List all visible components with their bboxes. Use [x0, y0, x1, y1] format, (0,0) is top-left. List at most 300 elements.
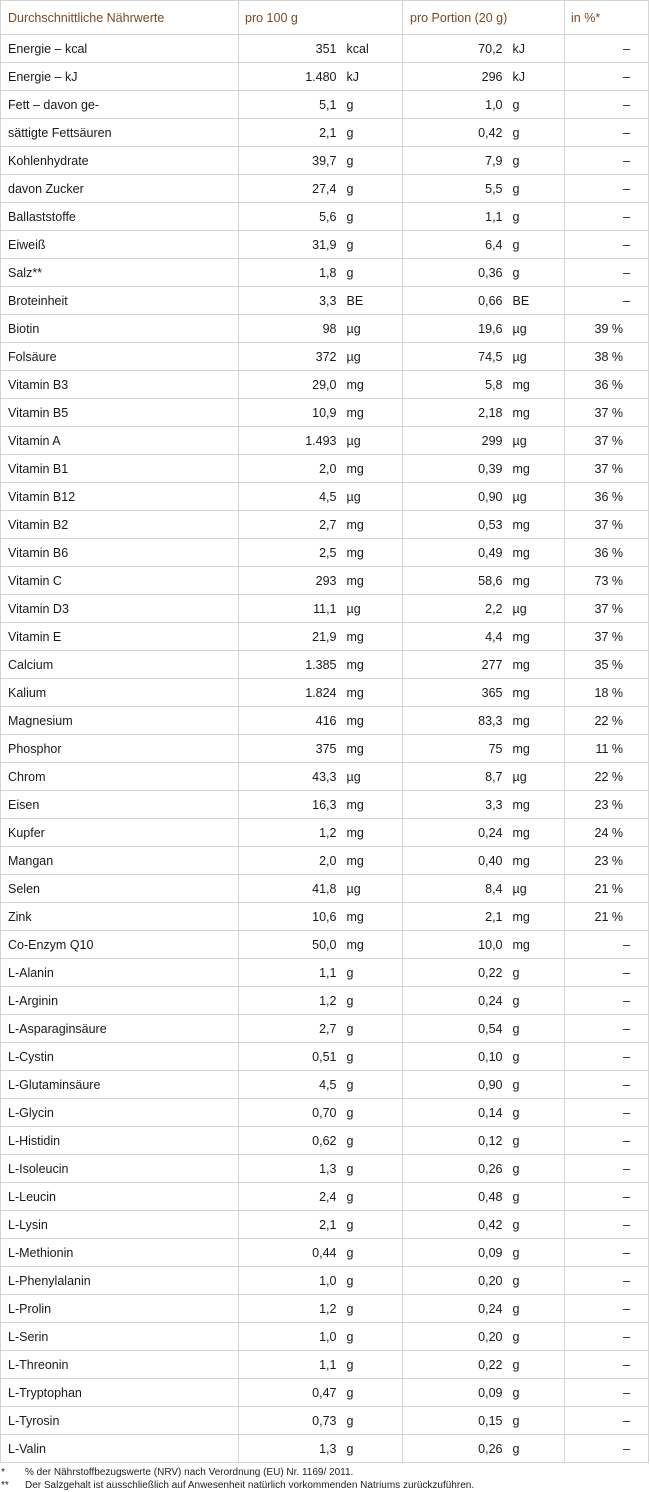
table-row	[1, 175, 649, 203]
value-per-portion: 0,54	[403, 1015, 503, 1043]
unit-per-100g: mg	[337, 707, 403, 735]
unit-per-100g: g	[337, 1323, 403, 1351]
value-per-portion: 0,66	[403, 287, 503, 315]
unit-per-portion: g	[503, 119, 565, 147]
unit-per-100g: mg	[337, 399, 403, 427]
percent-nrv: –	[565, 259, 649, 287]
percent-nrv: 37 %	[565, 427, 649, 455]
value-per-100g: 1.824	[239, 679, 337, 707]
value-per-portion: 0,15	[403, 1407, 503, 1435]
nutrient-name: Magnesium	[1, 707, 239, 735]
table-row	[1, 567, 649, 595]
unit-per-portion: µg	[503, 343, 565, 371]
unit-per-100g: µg	[337, 875, 403, 903]
unit-per-portion: g	[503, 987, 565, 1015]
nutrient-name: Eiweiß	[1, 231, 239, 259]
nutrient-name: Ballaststoffe	[1, 203, 239, 231]
header-percent: in %*	[565, 1, 649, 35]
percent-nrv: –	[565, 119, 649, 147]
percent-nrv: 21 %	[565, 875, 649, 903]
table-row	[1, 1015, 649, 1043]
nutrient-name: L-Glycin	[1, 1099, 239, 1127]
unit-per-100g: g	[337, 147, 403, 175]
percent-nrv: 37 %	[565, 455, 649, 483]
percent-nrv: –	[565, 91, 649, 119]
value-per-100g: 4,5	[239, 483, 337, 511]
value-per-portion: 0,42	[403, 119, 503, 147]
nutrient-name: Phosphor	[1, 735, 239, 763]
percent-nrv: –	[565, 35, 649, 63]
value-per-portion: 0,36	[403, 259, 503, 287]
nutrient-name: L-Valin	[1, 1435, 239, 1463]
value-per-100g: 1.480	[239, 63, 337, 91]
table-row	[1, 735, 649, 763]
value-per-100g: 50,0	[239, 931, 337, 959]
percent-nrv: 37 %	[565, 595, 649, 623]
table-row	[1, 287, 649, 315]
unit-per-portion: µg	[503, 595, 565, 623]
value-per-portion: 5,5	[403, 175, 503, 203]
table-row	[1, 903, 649, 931]
percent-nrv: 35 %	[565, 651, 649, 679]
nutrient-name: L-Serin	[1, 1323, 239, 1351]
unit-per-portion: mg	[503, 651, 565, 679]
value-per-100g: 0,70	[239, 1099, 337, 1127]
percent-nrv: 73 %	[565, 567, 649, 595]
value-per-portion: 0,24	[403, 987, 503, 1015]
value-per-portion: 58,6	[403, 567, 503, 595]
unit-per-100g: mg	[337, 651, 403, 679]
nutrient-name: Vitamin B5	[1, 399, 239, 427]
unit-per-portion: g	[503, 1015, 565, 1043]
nutrient-name: Kohlenhydrate	[1, 147, 239, 175]
percent-nrv: –	[565, 987, 649, 1015]
value-per-portion: 8,7	[403, 763, 503, 791]
unit-per-100g: µg	[337, 343, 403, 371]
unit-per-portion: mg	[503, 791, 565, 819]
unit-per-portion: g	[503, 1155, 565, 1183]
percent-nrv: 36 %	[565, 483, 649, 511]
value-per-100g: 39,7	[239, 147, 337, 175]
value-per-100g: 1,3	[239, 1155, 337, 1183]
nutrient-name: Folsäure	[1, 343, 239, 371]
unit-per-portion: mg	[503, 819, 565, 847]
nutrient-name: Calcium	[1, 651, 239, 679]
value-per-portion: 0,10	[403, 1043, 503, 1071]
unit-per-100g: µg	[337, 595, 403, 623]
unit-per-100g: mg	[337, 903, 403, 931]
table-row	[1, 259, 649, 287]
value-per-100g: 5,6	[239, 203, 337, 231]
percent-nrv: –	[565, 1239, 649, 1267]
unit-per-portion: g	[503, 1435, 565, 1463]
percent-nrv: –	[565, 931, 649, 959]
value-per-portion: 0,20	[403, 1267, 503, 1295]
percent-nrv: –	[565, 959, 649, 987]
header-per-100g: pro 100 g	[239, 1, 403, 35]
value-per-portion: 75	[403, 735, 503, 763]
value-per-portion: 19,6	[403, 315, 503, 343]
nutrient-name: Vitamin D3	[1, 595, 239, 623]
unit-per-100g: g	[337, 1267, 403, 1295]
percent-nrv: –	[565, 231, 649, 259]
table-row	[1, 847, 649, 875]
unit-per-100g: g	[337, 1043, 403, 1071]
value-per-100g: 2,4	[239, 1183, 337, 1211]
nutrient-name: L-Prolin	[1, 1295, 239, 1323]
table-row	[1, 1211, 649, 1239]
unit-per-portion: mg	[503, 903, 565, 931]
percent-nrv: 36 %	[565, 539, 649, 567]
unit-per-100g: mg	[337, 623, 403, 651]
percent-nrv: –	[565, 1323, 649, 1351]
unit-per-100g: g	[337, 1015, 403, 1043]
value-per-100g: 0,47	[239, 1379, 337, 1407]
unit-per-100g: g	[337, 231, 403, 259]
value-per-100g: 10,9	[239, 399, 337, 427]
nutrient-name: Kalium	[1, 679, 239, 707]
value-per-portion: 8,4	[403, 875, 503, 903]
unit-per-100g: g	[337, 1379, 403, 1407]
percent-nrv: 21 %	[565, 903, 649, 931]
value-per-portion: 296	[403, 63, 503, 91]
table-row	[1, 791, 649, 819]
percent-nrv: –	[565, 1183, 649, 1211]
value-per-100g: 2,1	[239, 1211, 337, 1239]
value-per-100g: 372	[239, 343, 337, 371]
unit-per-portion: µg	[503, 875, 565, 903]
footnote-text: % der Nährstoffbezugswerte (NRV) nach Verordnung (EU) Nr. 1169/ 2011.	[25, 1467, 354, 1478]
value-per-100g: 5,1	[239, 91, 337, 119]
unit-per-portion: g	[503, 1295, 565, 1323]
table-row	[1, 371, 649, 399]
unit-per-100g: g	[337, 119, 403, 147]
value-per-portion: 4,4	[403, 623, 503, 651]
value-per-portion: 0,42	[403, 1211, 503, 1239]
table-row	[1, 511, 649, 539]
nutrient-name: Eisen	[1, 791, 239, 819]
percent-nrv: –	[565, 1015, 649, 1043]
value-per-100g: 2,7	[239, 511, 337, 539]
value-per-100g: 1,2	[239, 1295, 337, 1323]
value-per-portion: 0,26	[403, 1155, 503, 1183]
unit-per-100g: mg	[337, 679, 403, 707]
percent-nrv: –	[565, 1043, 649, 1071]
unit-per-100g: g	[337, 203, 403, 231]
value-per-portion: 0,26	[403, 1435, 503, 1463]
value-per-portion: 0,40	[403, 847, 503, 875]
unit-per-portion: g	[503, 1183, 565, 1211]
unit-per-portion: g	[503, 1071, 565, 1099]
nutrient-name: Mangan	[1, 847, 239, 875]
percent-nrv: –	[565, 1267, 649, 1295]
nutrient-name: Fett – davon ge-	[1, 91, 239, 119]
unit-per-100g: mg	[337, 371, 403, 399]
unit-per-portion: mg	[503, 455, 565, 483]
unit-per-portion: g	[503, 1267, 565, 1295]
nutrient-name: L-Lysin	[1, 1211, 239, 1239]
table-row	[1, 1043, 649, 1071]
unit-per-100g: µg	[337, 427, 403, 455]
unit-per-100g: µg	[337, 483, 403, 511]
value-per-100g: 16,3	[239, 791, 337, 819]
nutrient-name: Broteinheit	[1, 287, 239, 315]
table-row	[1, 1379, 649, 1407]
value-per-portion: 277	[403, 651, 503, 679]
table-row	[1, 1267, 649, 1295]
unit-per-100g: g	[337, 91, 403, 119]
nutrient-name: L-Tryptophan	[1, 1379, 239, 1407]
value-per-portion: 299	[403, 427, 503, 455]
unit-per-100g: µg	[337, 763, 403, 791]
table-row	[1, 763, 649, 791]
value-per-portion: 2,1	[403, 903, 503, 931]
table-row	[1, 231, 649, 259]
unit-per-100g: mg	[337, 791, 403, 819]
table-header-row	[1, 1, 649, 35]
unit-per-100g: mg	[337, 567, 403, 595]
unit-per-portion: mg	[503, 399, 565, 427]
unit-per-100g: g	[337, 1183, 403, 1211]
nutrient-name: Selen	[1, 875, 239, 903]
percent-nrv: –	[565, 1155, 649, 1183]
value-per-100g: 1.493	[239, 427, 337, 455]
unit-per-portion: g	[503, 1323, 565, 1351]
table-row	[1, 931, 649, 959]
unit-per-portion: mg	[503, 567, 565, 595]
nutrient-name: L-Asparaginsäure	[1, 1015, 239, 1043]
footnote-marker: **	[1, 1480, 9, 1491]
unit-per-portion: g	[503, 1407, 565, 1435]
percent-nrv: –	[565, 1435, 649, 1463]
nutrient-name: Vitamin B2	[1, 511, 239, 539]
unit-per-100g: g	[337, 1435, 403, 1463]
percent-nrv: –	[565, 1379, 649, 1407]
value-per-100g: 2,0	[239, 847, 337, 875]
percent-nrv: –	[565, 1211, 649, 1239]
percent-nrv: –	[565, 1099, 649, 1127]
unit-per-100g: BE	[337, 287, 403, 315]
table-row	[1, 1155, 649, 1183]
table-row	[1, 623, 649, 651]
value-per-portion: 0,12	[403, 1127, 503, 1155]
footnote-nrv	[0, 1466, 650, 1479]
value-per-100g: 3,3	[239, 287, 337, 315]
unit-per-100g: g	[337, 1071, 403, 1099]
nutrient-name: davon Zucker	[1, 175, 239, 203]
value-per-100g: 27,4	[239, 175, 337, 203]
value-per-100g: 351	[239, 35, 337, 63]
percent-nrv: 22 %	[565, 707, 649, 735]
value-per-100g: 1,0	[239, 1323, 337, 1351]
nutrient-name: Co-Enzym Q10	[1, 931, 239, 959]
unit-per-portion: g	[503, 175, 565, 203]
unit-per-portion: g	[503, 1239, 565, 1267]
table-row	[1, 91, 649, 119]
percent-nrv: 37 %	[565, 399, 649, 427]
value-per-100g: 98	[239, 315, 337, 343]
table-row	[1, 147, 649, 175]
table-row	[1, 399, 649, 427]
unit-per-portion: g	[503, 1099, 565, 1127]
unit-per-100g: mg	[337, 455, 403, 483]
value-per-portion: 0,09	[403, 1239, 503, 1267]
value-per-100g: 4,5	[239, 1071, 337, 1099]
unit-per-portion: mg	[503, 707, 565, 735]
unit-per-portion: µg	[503, 315, 565, 343]
value-per-portion: 0,09	[403, 1379, 503, 1407]
table-row	[1, 1407, 649, 1435]
percent-nrv: –	[565, 175, 649, 203]
value-per-100g: 416	[239, 707, 337, 735]
value-per-portion: 1,0	[403, 91, 503, 119]
value-per-portion: 0,24	[403, 819, 503, 847]
nutrient-name: L-Tyrosin	[1, 1407, 239, 1435]
nutrient-name: L-Isoleucin	[1, 1155, 239, 1183]
header-per-portion: pro Portion (20 g)	[403, 1, 565, 35]
unit-per-100g: kcal	[337, 35, 403, 63]
unit-per-100g: µg	[337, 315, 403, 343]
value-per-portion: 5,8	[403, 371, 503, 399]
percent-nrv: 24 %	[565, 819, 649, 847]
table-row	[1, 1127, 649, 1155]
table-row	[1, 343, 649, 371]
unit-per-portion: g	[503, 1211, 565, 1239]
table-row	[1, 1323, 649, 1351]
unit-per-100g: g	[337, 1351, 403, 1379]
value-per-100g: 375	[239, 735, 337, 763]
value-per-100g: 1.385	[239, 651, 337, 679]
unit-per-portion: mg	[503, 679, 565, 707]
unit-per-100g: g	[337, 1155, 403, 1183]
value-per-portion: 0,49	[403, 539, 503, 567]
unit-per-portion: mg	[503, 539, 565, 567]
table-row	[1, 819, 649, 847]
percent-nrv: –	[565, 1351, 649, 1379]
percent-nrv: –	[565, 203, 649, 231]
percent-nrv: 23 %	[565, 847, 649, 875]
value-per-portion: 0,22	[403, 1351, 503, 1379]
unit-per-100g: g	[337, 1127, 403, 1155]
percent-nrv: 11 %	[565, 735, 649, 763]
nutrient-name: Vitamin B3	[1, 371, 239, 399]
footnote-text: Der Salzgehalt ist ausschließlich auf Anwesenheit natürlich vorkommenden Natriums zurückzuführen.	[25, 1480, 475, 1491]
nutrient-name: L-Cystin	[1, 1043, 239, 1071]
nutrient-name: Biotin	[1, 315, 239, 343]
value-per-100g: 2,5	[239, 539, 337, 567]
unit-per-100g: g	[337, 1239, 403, 1267]
unit-per-100g: mg	[337, 735, 403, 763]
table-row	[1, 1351, 649, 1379]
unit-per-100g: mg	[337, 931, 403, 959]
table-row	[1, 315, 649, 343]
nutrient-name: Vitamin B1	[1, 455, 239, 483]
nutrient-name: sättigte Fettsäuren	[1, 119, 239, 147]
nutrient-name: Energie – kcal	[1, 35, 239, 63]
unit-per-100g: g	[337, 1295, 403, 1323]
value-per-portion: 83,3	[403, 707, 503, 735]
unit-per-portion: mg	[503, 371, 565, 399]
value-per-100g: 1,8	[239, 259, 337, 287]
value-per-portion: 0,39	[403, 455, 503, 483]
table-row	[1, 1435, 649, 1463]
nutrient-name: Zink	[1, 903, 239, 931]
unit-per-portion: g	[503, 1043, 565, 1071]
unit-per-portion: mg	[503, 623, 565, 651]
value-per-100g: 2,7	[239, 1015, 337, 1043]
unit-per-portion: g	[503, 259, 565, 287]
unit-per-portion: g	[503, 959, 565, 987]
percent-nrv: 36 %	[565, 371, 649, 399]
value-per-100g: 0,73	[239, 1407, 337, 1435]
value-per-portion: 10,0	[403, 931, 503, 959]
unit-per-portion: µg	[503, 763, 565, 791]
nutrient-name: L-Histidin	[1, 1127, 239, 1155]
percent-nrv: –	[565, 1071, 649, 1099]
value-per-portion: 0,48	[403, 1183, 503, 1211]
value-per-100g: 2,0	[239, 455, 337, 483]
table-row	[1, 1295, 649, 1323]
nutrient-name: Energie – kJ	[1, 63, 239, 91]
unit-per-portion: mg	[503, 511, 565, 539]
value-per-portion: 7,9	[403, 147, 503, 175]
unit-per-100g: g	[337, 1407, 403, 1435]
percent-nrv: 22 %	[565, 763, 649, 791]
unit-per-100g: mg	[337, 539, 403, 567]
unit-per-100g: g	[337, 259, 403, 287]
value-per-100g: 29,0	[239, 371, 337, 399]
value-per-100g: 11,1	[239, 595, 337, 623]
percent-nrv: –	[565, 147, 649, 175]
nutrient-name: L-Methionin	[1, 1239, 239, 1267]
percent-nrv: –	[565, 287, 649, 315]
table-row	[1, 987, 649, 1015]
unit-per-100g: g	[337, 959, 403, 987]
unit-per-portion: g	[503, 147, 565, 175]
unit-per-100g: g	[337, 1211, 403, 1239]
value-per-portion: 0,20	[403, 1323, 503, 1351]
nutrient-name: L-Threonin	[1, 1351, 239, 1379]
value-per-100g: 1,0	[239, 1267, 337, 1295]
unit-per-portion: mg	[503, 847, 565, 875]
table-row	[1, 1099, 649, 1127]
unit-per-100g: g	[337, 1099, 403, 1127]
nutrient-name: L-Arginin	[1, 987, 239, 1015]
unit-per-100g: mg	[337, 511, 403, 539]
value-per-100g: 2,1	[239, 119, 337, 147]
unit-per-100g: kJ	[337, 63, 403, 91]
value-per-100g: 1,2	[239, 819, 337, 847]
value-per-100g: 41,8	[239, 875, 337, 903]
value-per-100g: 1,2	[239, 987, 337, 1015]
value-per-100g: 21,9	[239, 623, 337, 651]
percent-nrv: 23 %	[565, 791, 649, 819]
percent-nrv: 38 %	[565, 343, 649, 371]
value-per-portion: 0,22	[403, 959, 503, 987]
unit-per-portion: kJ	[503, 63, 565, 91]
value-per-100g: 10,6	[239, 903, 337, 931]
unit-per-100g: mg	[337, 847, 403, 875]
table-body	[1, 35, 649, 1463]
nutrient-name: Vitamin E	[1, 623, 239, 651]
value-per-100g: 1,1	[239, 1351, 337, 1379]
unit-per-100g: g	[337, 987, 403, 1015]
value-per-portion: 2,18	[403, 399, 503, 427]
footnote-marker: *	[1, 1467, 5, 1478]
percent-nrv: 18 %	[565, 679, 649, 707]
nutrient-name: Vitamin A	[1, 427, 239, 455]
value-per-100g: 0,51	[239, 1043, 337, 1071]
